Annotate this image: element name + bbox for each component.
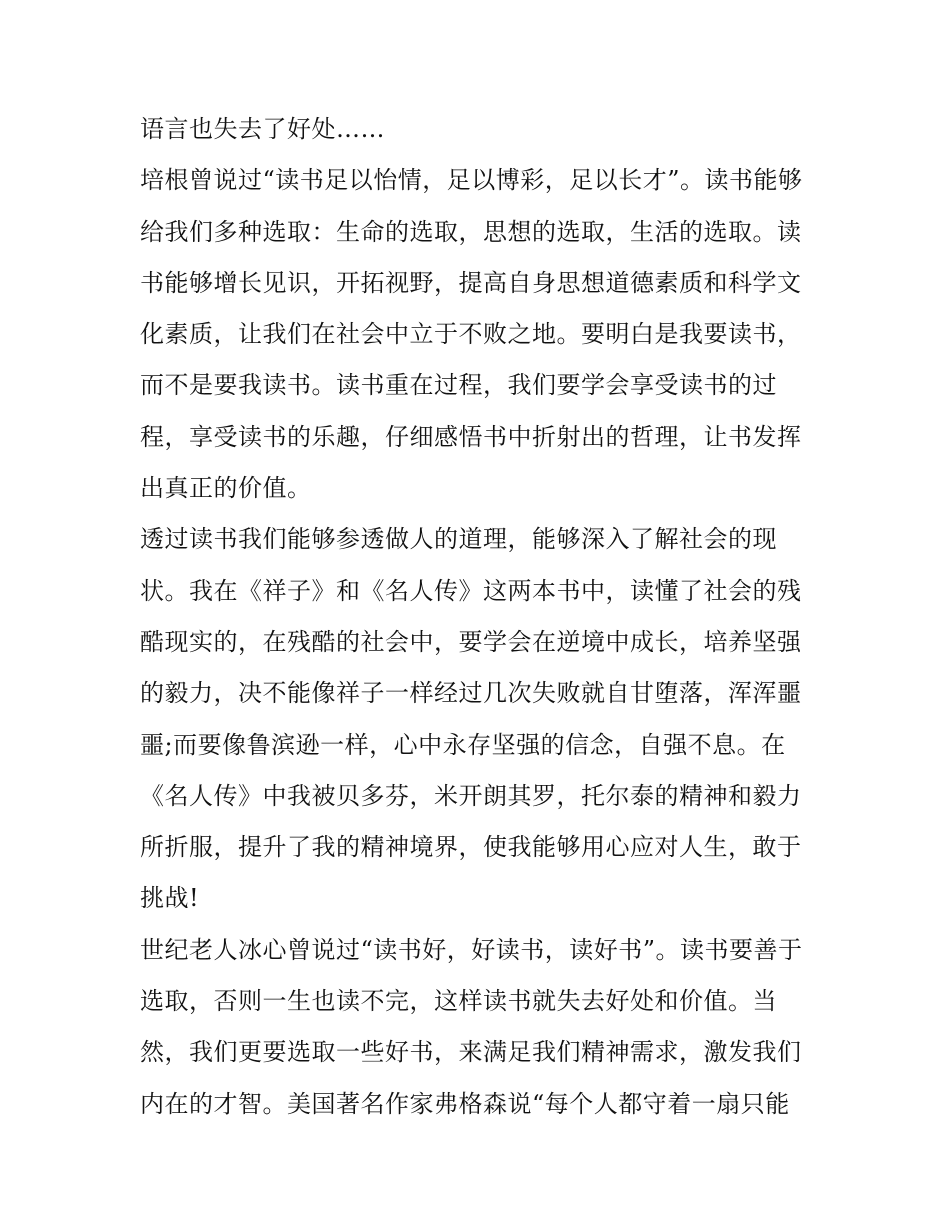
text-line: 的毅力，决不能像祥子一样经过几次失败就自甘堕落，浑浑噩 [140,679,802,708]
text-line: 化素质，让我们在社会中立于不败之地。要明白是我要读书， [140,320,802,349]
text-line: 透过读书我们能够参透做人的道理，能够深入了解社会的现 [140,525,777,554]
text-line: 所折服，提升了我的精神境界，使我能够用心应对人生，敢于 [140,833,802,862]
text-line: 噩;而要像鲁滨逊一样，心中永存坚强的信念，自强不息。在 [140,730,786,759]
text-line: 培根曾说过“读书足以怡情，足以博彩，足以长才”。读书能够 [140,166,803,195]
text-line: 给我们多种选取：生命的选取，思想的选取，生活的选取。读 [140,217,802,246]
text-line: 内在的才智。美国著名作家弗格森说“每个人都守着一扇只能 [140,1089,790,1118]
text-line: 世纪老人冰心曾说过“读书好，好读书，读好书”。读书要善于 [140,935,803,964]
text-line: 出真正的价值。 [140,474,312,503]
text-line: 《名人传》中我被贝多芬，米开朗其罗，托尔泰的精神和毅力 [140,781,802,810]
text-line: 书能够增长见识，开拓视野，提高自身思想道德素质和科学文 [140,268,802,297]
text-line: 选取，否则一生也读不完，这样读书就失去好处和价值。当 [140,987,777,1016]
text-line: 挑战! [140,884,200,913]
text-line: 然，我们更要选取一些好书，来满足我们精神需求，激发我们 [140,1038,802,1067]
text-line: 程，享受读书的乐趣，仔细感悟书中折射出的哲理，让书发挥 [140,422,802,451]
text-line: 酷现实的，在残酷的社会中，要学会在逆境中成长，培养坚强 [140,627,802,656]
document-body [140,104,820,1130]
text-line: 语言也失去了好处…… [140,115,385,143]
text-line: 状。我在《祥子》和《名人传》这两本书中，读懂了社会的残 [140,576,802,605]
text-line: 而不是要我读书。读书重在过程，我们要学会享受读书的过 [140,371,777,400]
